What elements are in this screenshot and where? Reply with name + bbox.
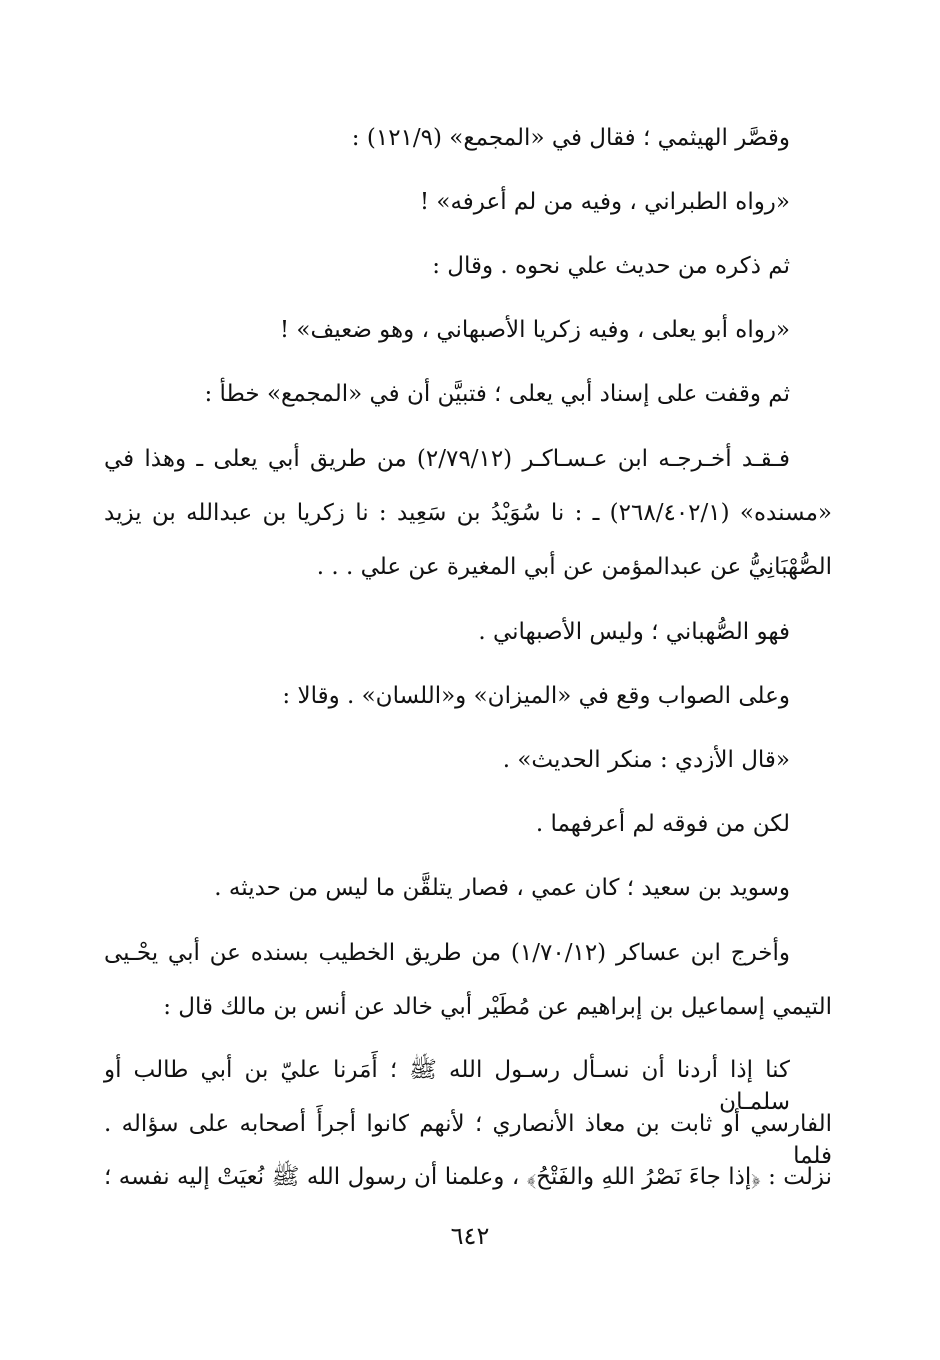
text-line-4: «رواه أبو يعلى ، وفيه زكريا الأصبهاني ، وهو ضعيف» ! [279,317,790,343]
text-line-13: وسويد بن سعيد ؛ كان عمي ، فصار يتلقَّن ما ليس من حديثه . [214,875,790,901]
text-line-7: «مسنده» (٢٦٨/٤٠٢/١) ـ : نا سُوَيْدُ بن سَعِيد : نا زكريا بن عبدالله بن يزيد [104,500,832,526]
text-line-3: ثم ذكره من حديث علي نحوه . وقال : [432,253,790,279]
text-line-14: وأخرج ابن عساكر (١/٧٠/١٢) من طريق الخطيب بسنده عن أبي يحْـيى [104,940,790,966]
text-line-1: وقصَّر الهيثمي ؛ فقال في «المجمع» (١٢١/٩) : [351,125,790,151]
page-number: ٦٤٢ [450,1222,490,1250]
text-line-15: التيمي إسماعيل بن إبراهيم عن مُطَيْر أبي خالد عن أنس بن مالك قال : [163,994,832,1020]
text-line-8: الصُّهْبَانِيُّ عن عبدالمؤمن عن أبي المغيرة عن علي . . . [316,554,832,580]
text-line-16: كنا إذا أردنا أن نسـأل رسـول الله ﷺ ؛ أَمَرنا عليّ بن أبي طالب أو سلمـان [104,1057,790,1115]
text-line-2: «رواه الطبراني ، وفيه من لم أعرفه» ! [419,189,790,215]
text-line-5: ثم وقفت على إسناد أبي يعلى ؛ فتبيَّن أن في «المجمع» خطأ : [204,381,790,407]
text-line-6: فـقـد أخـرجـه ابن عـسـاكـر (٢/٧٩/١٢) من طريق أبي يعلى ـ وهذا في [104,446,791,472]
text-line-11: «قال الأزدي : منكر الحديث» . [502,747,790,773]
text-line-18: نزلت : ﴿إذا جاءَ نَصْرُ اللهِ والفَتْحُ﴾ ، وعلمنا أن رسول الله ﷺ نُعيَتْ إليه نفسه ؛ [104,1164,832,1190]
text-line-12: لكن من فوقه لم أعرفهما . [535,811,790,837]
text-line-10: وعلى الصواب وقع في «الميزان» و«اللسان» . وقالا : [282,683,790,709]
text-line-17: الفارسي أو ثابت بن معاذ الأنصاري ؛ لأنهم كانوا أجرأَ أصحابه على سؤاله . فلما [104,1111,832,1169]
text-line-9: فهو الصُّهباني ؛ وليس الأصبهاني . [478,619,790,645]
